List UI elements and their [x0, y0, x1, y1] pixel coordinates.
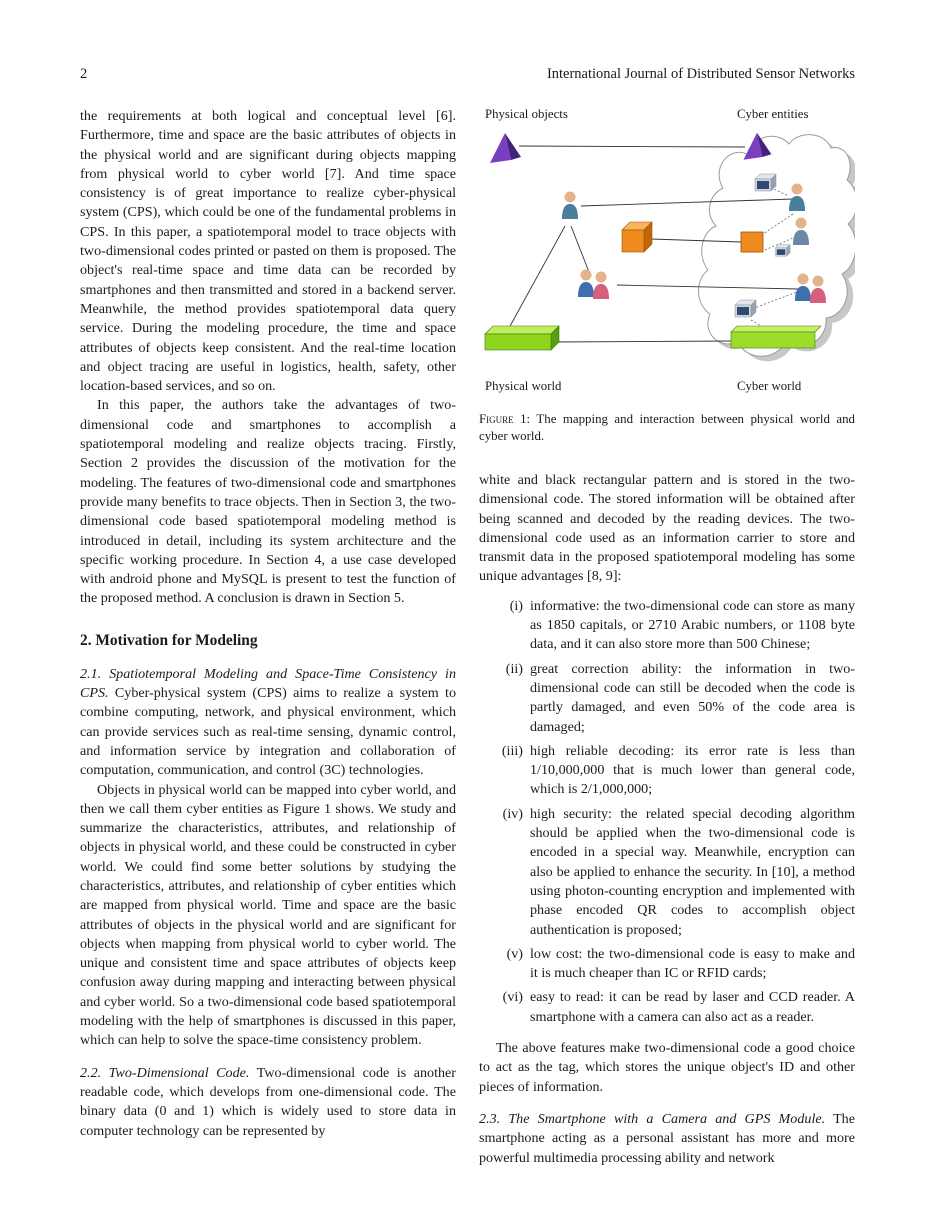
list-text: low cost: the two-dimensional code is easy to make and it is much cheaper than IC or RFID cards;: [530, 945, 855, 982]
physical-person-icon: [562, 192, 578, 220]
list-item: [479, 805, 855, 940]
list-number: (iv): [502, 805, 523, 822]
physical-box-icon: [485, 326, 559, 350]
advantages-list: [479, 597, 855, 1027]
physical-people-icon: [578, 270, 609, 300]
figure-caption-label: Figure 1:: [479, 412, 531, 426]
figure-canvas: [479, 107, 855, 394]
figure-label-physical-world: Physical world: [485, 379, 562, 393]
list-item: [479, 660, 855, 737]
right-column: [479, 107, 855, 1168]
cyber-box-icon: [731, 326, 821, 348]
list-text: great correction ability: the information in two-dimensional code can still be decoded when the code is partly damaged, and even 50% of the code area is damaged;: [530, 660, 855, 735]
cyber-square-icon: [741, 232, 763, 252]
list-number: (vi): [502, 989, 523, 1006]
paragraph: [479, 1110, 855, 1168]
list-number: (i): [509, 597, 523, 614]
paragraph: [80, 665, 456, 781]
list-item: [479, 945, 855, 984]
list-number: (iii): [501, 742, 523, 759]
subsection-body: The smartphone acting as a personal assistant has more and more powerful multimedia processing ability and network: [479, 1110, 855, 1166]
list-number: (ii): [505, 660, 523, 677]
list-text: easy to read: it can be read by laser and CCD reader. A smartphone with a camera can also act as a reader.: [530, 989, 855, 1025]
section-heading: 2. Motivation for Modeling: [80, 631, 258, 649]
cyber-laptop-icon: [775, 244, 790, 256]
subsection-body: Two-dimensional code is another readable code, which develops from one-dimensional code. The binary data (0 and 1) which is widely used to store data in computer technology can be represented by: [80, 1064, 456, 1139]
cyber-computer-bottom-icon: [735, 300, 756, 317]
page-number: 2: [80, 66, 88, 82]
paragraph: The above features make two-dimensional code a good choice to act as the tag, which stores the unique object's ID and other pieces of information.: [479, 1040, 855, 1095]
physical-cube-icon: [622, 222, 652, 252]
subsection-heading: 2.1. Spatiotemporal Modeling and Space-Time Consistency in CPS.: [80, 665, 456, 702]
list-text: high security: the related special decoding algorithm should be applied when the two-dimensional code is encoded in a special way. Meanwhile, encryption can also be applied to enhance the security. In [10], a method using photon-counting encryption and implemented with phase encoded QR codes to accomplish object authentication is proposed;: [530, 805, 855, 938]
page-header: [80, 66, 855, 83]
subsection-heading: 2.3. The Smartphone with a Camera and GPS Module.: [479, 1110, 826, 1127]
figure-label-cyber-world: Cyber world: [737, 379, 802, 393]
figure-1: [479, 107, 855, 445]
left-column: [80, 107, 456, 1141]
paragraph: white and black rectangular pattern and is stored in the two-dimensional code. The stored information will be obtained after being scanned and decoded by the reading devices. The two-dimensional code used as an information carrier to store and transmit data in the proposed spatiotemporal modeling has some unique advantages [8, 9]:: [479, 472, 855, 585]
figure-label-physical-objects: Physical objects: [485, 107, 568, 121]
list-number: (v): [506, 945, 523, 962]
list-text: informative: the two-dimensional code can store as many as 1850 capitals, or 2710 Arabic numbers, or 1108 byte data, and it can also store more than 500 Chinese;: [530, 597, 855, 653]
list-text: high reliable decoding: its error rate is less than 1/10,000,000 that is much lower than general code, which is 2/1,000,000;: [530, 742, 855, 798]
figure-caption: [479, 411, 855, 445]
cyber-computer-top-icon: [755, 174, 776, 191]
list-item: [479, 597, 855, 655]
figure-label-cyber-entities: Cyber entities: [737, 107, 809, 121]
list-item: [479, 742, 855, 800]
physical-pyramid-icon: [490, 133, 521, 163]
paragraph: Objects in physical world can be mapped into cyber world, and then we call them cyber entities as Figure 1 shows. We study and summarize the characteristics, attributes, and relationship of objects in physical world, and these could be constructed in cyber world. We could find some better solutions by studying the characteristics, attributes, and relationship of cyber entities which are mapped from physical world. Time and space are the basic attributes of objects in the physical world and are significant for objects when mapping from physical world to cyber world. The unique and consistent time and space attributes of objects keep confusion away during mapping and interacting between physical and cyber world. So a two-dimensional code based spatiotemporal modeling with the help of smartphones is discussed in this paper, which can help to solve the space-time consistency problem.: [80, 781, 456, 1049]
figure-caption-text: The mapping and interaction between physical world and cyber world.: [479, 412, 855, 443]
list-item: [479, 988, 855, 1027]
paragraph: [80, 1064, 456, 1141]
figure-diagram: [479, 126, 855, 379]
subsection-heading: 2.2. Two-Dimensional Code.: [80, 1064, 250, 1081]
subsection-body: Cyber-physical system (CPS) aims to realize a system to combine computing, network, and physical environment, which can provide services such as real-time sensing, dynamic control, and information service by integration and collaboration of computation, communication, and control (3C) technologies.: [80, 685, 456, 779]
paragraph: In this paper, the authors take the advantages of two-dimensional code and smartphones to accomplish a spatiotemporal modeling and realize objects tracing. Firstly, Section 2 provides the discussion of the motivation for the modeling. The features of two-dimensional code and smartphones provide many benefits to trace objects. Then in Section 3, the two-dimensional code based spatiotemporal modeling method is introduced in detail, including its system architecture and the specific working procedure. In Section 4, a use case developed with android phone and MySQL is present to test the function of the proposed method. A conclusion is drawn in Section 5.: [80, 397, 456, 607]
paragraph: the requirements at both logical and conceptual level [6]. Furthermore, time and space are the basic attributes of objects in the physical world and are significant during objects mapping from physical world to cyber world [7]. And time space consistency is of great importance to realize cyber-physical system (CPS), which could be one of the fundamental problems in CPS. In this paper, a spatiotemporal model to trace objects with two-dimensional codes printed or pasted on them is proposed. The object's real-time space and time data can be recorded by smartphones and then transmitted and stored in a backend server. Meanwhile, the method provides spatiotemporal data query service. During the modeling procedure, the time and space attributes of objects keep consistent. And the real-time location and object tracing are useful in logistics, health, safety, other location-based services, and so on.: [80, 108, 456, 395]
journal-title: International Journal of Distributed Sensor Networks: [546, 66, 855, 82]
